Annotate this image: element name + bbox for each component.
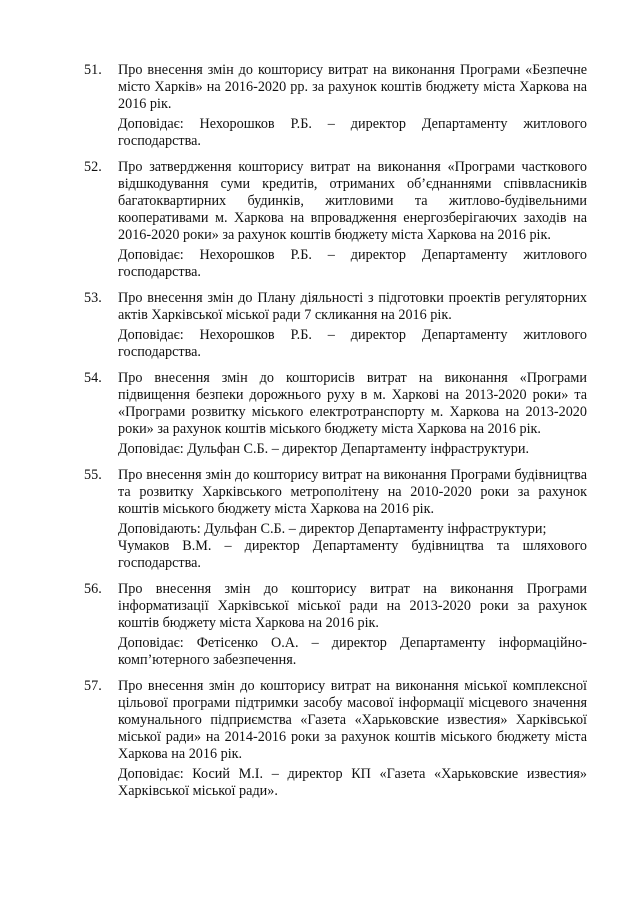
item-reporter: Доповідає: Дульфан С.Б. – директор Департаменту інфраструктури. [118,441,530,457]
item-body [118,290,587,361]
agenda-item-56 [84,581,587,669]
item-title: Про внесення змін до кошторису витрат на виконання Програми будівництва та розвитку Харківського метрополітену на 2010-2020 роки за рахунок коштів міського бюджету міста Харкова на 2016 рік. [118,467,587,517]
item-number: 57. [84,678,102,694]
item-body [118,62,587,150]
item-reporter: Доповідає: Нехорошков Р.Б. – директор Департаменту житлового господарства. [118,247,587,280]
agenda-item-52 [84,159,587,281]
agenda-item-55 [84,467,587,572]
item-number: 56. [84,581,102,597]
item-reporter: Доповідає: Нехорошков Р.Б. – директор Департаменту житлового господарства. [118,327,587,360]
item-number: 51. [84,62,102,78]
agenda-item-57 [84,678,587,800]
item-title: Про внесення змін до Плану діяльності з підготовки проектів регуляторних актів Харківської міської ради 7 скликання на 2016 рік. [118,290,587,323]
item-number: 52. [84,159,102,175]
item-number: 54. [84,370,102,386]
item-reporter: Чумаков В.М. – директор Департаменту будівництва та шляхового господарства. [118,538,587,571]
item-reporter: Доповідає: Фетісенко О.А. – директор Департаменту інформаційно-комп’ютерного забезпечення. [118,635,587,668]
item-title: Про затвердження кошторису витрат на виконання «Програми часткового відшкодування суми кредитів, отриманих об’єднаннями співвласників багатоквартирних будинків, житловими та житлово-будівельними кооперативами м. Харкова на впровадження енергозберігаючих заходів на 2016-2020 роки» за рахунок коштів бюджету міста Харкова на 2016 рік. [118,159,587,243]
item-reporter: Доповідають: Дульфан С.Б. – директор Департаменту інфраструктури; [118,521,547,537]
item-title: Про внесення змін до кошторисів витрат на виконання «Програми підвищення безпеки дорожнього руху в м. Харкові на 2013-2020 роки» та «Програми розвитку міського електротранспорту м. Харкова на 2013-2020 роки» за рахунок коштів міського бюджету міста Харкова на 2016 рік. [118,370,587,437]
item-title: Про внесення змін до кошторису витрат на виконання Програми «Безпечне місто Харків» на 2016-2020 рр. за рахунок коштів бюджету міста Харкова на 2016 рік. [118,62,587,112]
item-reporter: Доповідає: Косий М.І. – директор КП «Газета «Харьковские известия» Харківської міської ради». [118,766,587,799]
item-number: 53. [84,290,102,306]
item-body [118,467,587,572]
item-title: Про внесення змін до кошторису витрат на виконання міської комплексної цільової програми підтримки засобу масової інформації місцевого значення комунального підприємства «Газета «Харьковские известия» Харківської міської ради» на 2014-2016 роки за рахунок коштів міського бюджету міста Харкова на 2016 рік. [118,678,587,762]
item-body [118,370,587,458]
item-body [118,678,587,800]
item-body [118,159,587,281]
agenda-item-53 [84,290,587,361]
agenda-item-54 [84,370,587,458]
item-body [118,581,587,669]
item-title: Про внесення змін до кошторису витрат на виконання Програми інформатизації Харківської міської ради на 2013-2020 роки за рахунок коштів бюджету міста Харкова на 2016 рік. [118,581,587,631]
item-number: 55. [84,467,102,483]
agenda-item-51 [84,62,587,150]
item-reporter: Доповідає: Нехорошков Р.Б. – директор Департаменту житлового господарства. [118,116,587,149]
